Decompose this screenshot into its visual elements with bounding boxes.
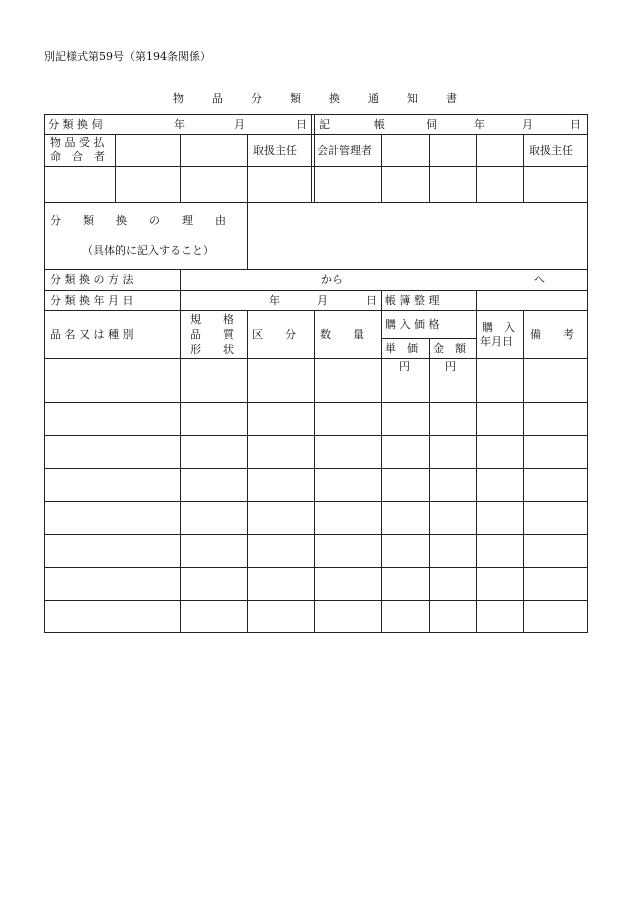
division-header: 区 分: [252, 328, 296, 341]
spec-header-line2: 品 質: [190, 328, 234, 341]
entry-label-char1: 記: [319, 118, 330, 131]
date-month-label: 月: [317, 294, 328, 307]
purchase-date-header-line2: 年月日: [480, 335, 513, 348]
title-char: 通: [368, 92, 379, 105]
quantity-header: 数 量: [320, 328, 364, 341]
purchase-date-header-line1: 購 入: [482, 321, 515, 334]
title-char: 品: [212, 92, 223, 105]
title-char: 換: [329, 92, 340, 105]
reason-label: 分 類 換 の 理 由: [50, 214, 226, 227]
method-to: へ: [534, 273, 545, 286]
date-label: 分 類 換 年 月 日: [50, 294, 134, 307]
ledger-label: 帳 簿 整 理: [385, 294, 440, 307]
inquiry-day-label: 日: [296, 118, 307, 131]
entry-label-char3: 伺: [426, 118, 437, 131]
item-name-header: 品 名 又 は 種 別: [50, 328, 134, 341]
date-day-label: 日: [366, 294, 377, 307]
amount-yen: 円: [445, 360, 456, 373]
remarks-header: 備 考: [530, 328, 574, 341]
title-char: 知: [407, 92, 418, 105]
form-grid-lines: [44, 114, 588, 633]
handler-chief-label: 取扱主任: [253, 144, 297, 157]
entry-day-label: 日: [570, 118, 581, 131]
inquiry-label: 分 類 換 伺: [48, 118, 103, 131]
orderer-label-line2: 命 合 者: [50, 150, 105, 163]
inquiry-month-label: 月: [234, 118, 245, 131]
page-title: [0, 90, 630, 106]
inquiry-year-label: 年: [174, 118, 185, 131]
method-label: 分 類 換 の 方 法: [50, 273, 134, 286]
amount-header: 金 額: [433, 342, 466, 355]
spec-header-line3: 形 状: [190, 343, 234, 356]
title-char: 類: [290, 92, 301, 105]
form-table: [44, 114, 588, 633]
date-year-label: 年: [269, 294, 280, 307]
entry-label-char2: 帳: [374, 118, 385, 131]
reason-note: （具体的に記入すること）: [82, 244, 214, 257]
form-reference: 別記様式第59号（第194条関係）: [44, 50, 211, 63]
orderer-label-line1: 物 品 受 払: [50, 136, 105, 149]
entry-year-label: 年: [474, 118, 485, 131]
unit-price-yen: 円: [399, 360, 410, 373]
unit-price-header: 単 価: [385, 342, 418, 355]
title-char: 物: [173, 92, 184, 105]
purchase-price-header: 購 入 価 格: [385, 318, 440, 331]
title-char: 分: [251, 92, 262, 105]
method-from: から: [321, 273, 343, 286]
entry-month-label: 月: [522, 118, 533, 131]
title-char: 書: [446, 92, 457, 105]
handler-chief-right-label: 取扱主任: [529, 144, 573, 157]
spec-header-line1: 規 格: [190, 313, 234, 326]
accounting-manager-label: 会計管理者: [317, 144, 372, 157]
